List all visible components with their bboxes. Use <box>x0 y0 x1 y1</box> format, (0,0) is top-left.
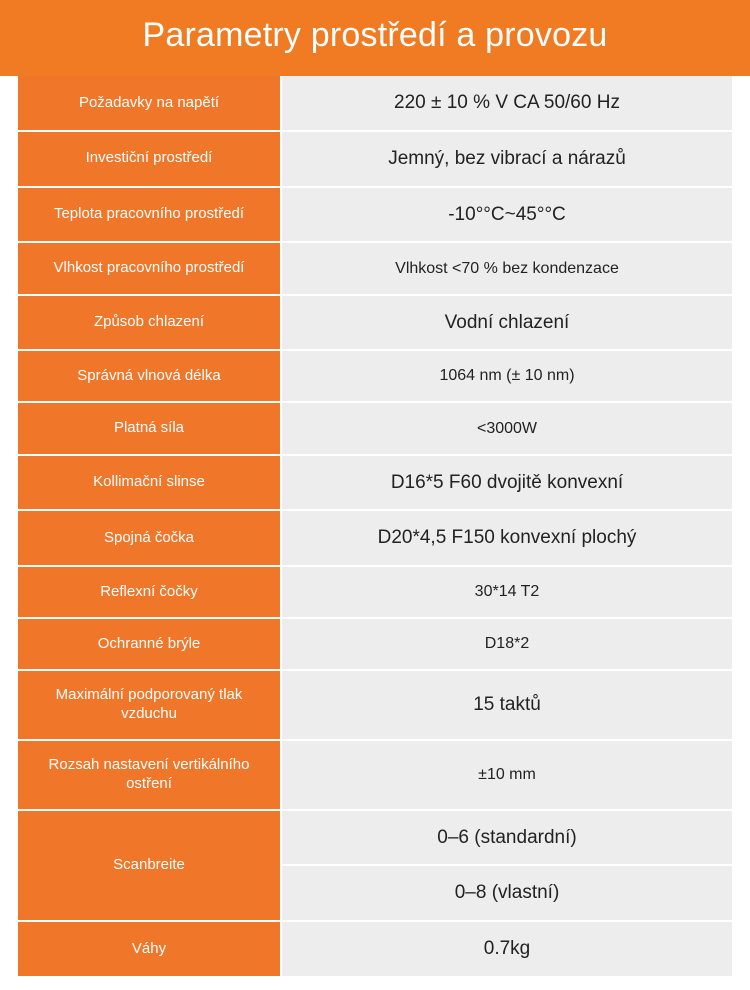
row-values <box>280 922 732 976</box>
table-row <box>18 243 732 295</box>
row-values <box>280 741 732 811</box>
row-values <box>280 351 732 403</box>
row-label: Kollimační slinse <box>18 456 280 512</box>
row-values <box>280 456 732 512</box>
table-row <box>18 922 732 976</box>
row-values <box>280 403 732 455</box>
row-label: Váhy <box>18 922 280 976</box>
row-label: Ochranné brýle <box>18 619 280 671</box>
row-values <box>280 76 732 132</box>
row-values <box>280 671 732 741</box>
row-value: 1064 nm (± 10 nm) <box>280 351 732 403</box>
table-row <box>18 671 732 741</box>
table-row <box>18 403 732 455</box>
row-value: 0–6 (standardní) <box>280 811 732 867</box>
row-label: Spojná čočka <box>18 511 280 567</box>
row-value: 0–8 (vlastní) <box>280 866 732 922</box>
row-value: Vodní chlazení <box>280 296 732 352</box>
row-label: Platná síla <box>18 403 280 455</box>
row-value: Vlhkost <70 % bez kondenzace <box>280 243 732 295</box>
row-label: Správná vlnová délka <box>18 351 280 403</box>
table-row <box>18 619 732 671</box>
row-values <box>280 811 732 923</box>
row-label: Způsob chlazení <box>18 296 280 352</box>
row-values <box>280 132 732 188</box>
row-values <box>280 243 732 295</box>
row-label: Reflexní čočky <box>18 567 280 619</box>
row-label: Investiční prostředí <box>18 132 280 188</box>
row-values <box>280 296 732 352</box>
row-label: Teplota pracovního prostředí <box>18 188 280 244</box>
specifications-table <box>0 76 750 990</box>
row-label: Rozsah nastavení vertikálního ostření <box>18 741 280 811</box>
page-title-bar <box>0 0 750 76</box>
table-row <box>18 567 732 619</box>
page-title: Parametry prostředí a provozu <box>142 16 608 55</box>
table-row <box>18 511 732 567</box>
row-values <box>280 511 732 567</box>
row-value: -10°°C~45°°C <box>280 188 732 244</box>
row-value: Jemný, bez vibrací a nárazů <box>280 132 732 188</box>
table-row <box>18 351 732 403</box>
row-values <box>280 567 732 619</box>
row-value: 0.7kg <box>280 922 732 976</box>
row-value: <3000W <box>280 403 732 455</box>
table-row <box>18 296 732 352</box>
table-row <box>18 76 732 132</box>
table-row <box>18 741 732 811</box>
table-row <box>18 456 732 512</box>
row-values <box>280 188 732 244</box>
row-values <box>280 619 732 671</box>
row-label: Vlhkost pracovního prostředí <box>18 243 280 295</box>
row-label: Scanbreite <box>18 811 280 923</box>
row-value: D18*2 <box>280 619 732 671</box>
row-value: D20*4,5 F150 konvexní plochý <box>280 511 732 567</box>
table-row <box>18 811 732 923</box>
row-value: ±10 mm <box>280 741 732 811</box>
table-row <box>18 188 732 244</box>
row-value: 15 taktů <box>280 671 732 741</box>
table-row <box>18 132 732 188</box>
row-label: Maximální podporovaný tlak vzduchu <box>18 671 280 741</box>
row-label: Požadavky na napětí <box>18 76 280 132</box>
row-value: 30*14 T2 <box>280 567 732 619</box>
row-value: 220 ± 10 % V CA 50/60 Hz <box>280 76 732 132</box>
row-value: D16*5 F60 dvojitě konvexní <box>280 456 732 512</box>
